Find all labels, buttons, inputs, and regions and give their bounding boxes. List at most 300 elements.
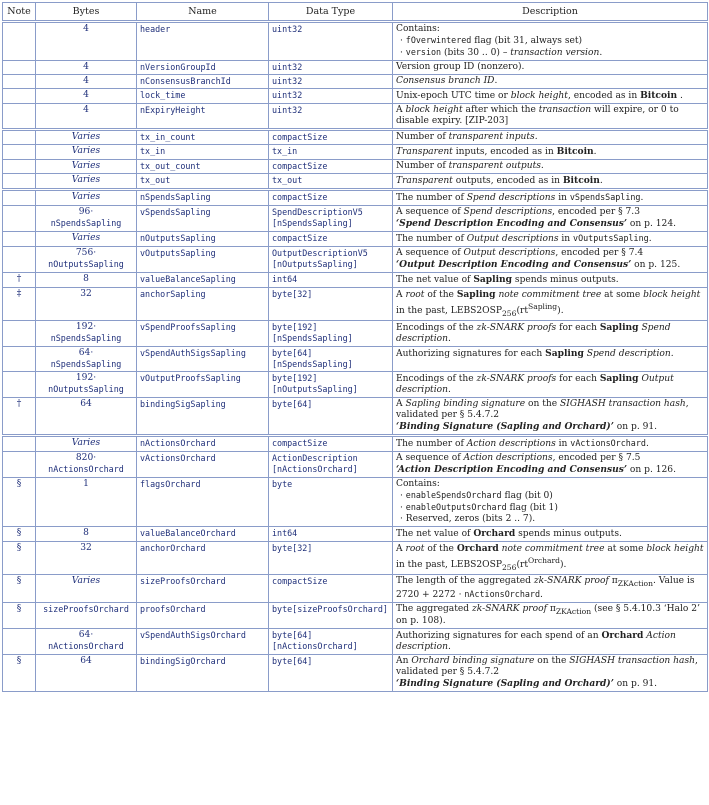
bold-text: Orchard (601, 630, 644, 642)
text: , encoded per § 7.3 (552, 207, 640, 217)
desc-cell (393, 23, 708, 61)
name-cell: bindingSigSapling (137, 397, 269, 434)
bytes-cell: 8 (36, 526, 137, 541)
table-row (3, 160, 708, 174)
bytes-mult: 820· (75, 452, 97, 463)
desc-cell (393, 541, 708, 574)
text: . (540, 161, 544, 171)
italic-text: block height (643, 290, 701, 300)
type-line: ActionDescription (272, 452, 358, 463)
italic-text: Output description (396, 373, 674, 395)
type-cell (269, 206, 393, 232)
bytes-count: nSpendsSapling (50, 332, 122, 343)
name-cell: nSpendsSapling (137, 191, 269, 206)
text: . (494, 76, 498, 86)
text: spends minus outputs. (512, 275, 619, 285)
bytes-cell: 1 (36, 477, 137, 526)
bold-text: Bitcoin (556, 146, 594, 157)
table-row (3, 320, 708, 346)
text: A (396, 398, 406, 409)
type-cell (269, 629, 393, 655)
desc-cell (393, 247, 708, 273)
text: The length of the aggregated (396, 575, 534, 586)
text: . (677, 91, 683, 101)
type-cell: byte[64] (269, 397, 393, 434)
note-cell: § (3, 574, 36, 602)
type-cell: uint32 (269, 75, 393, 89)
type-cell (269, 320, 393, 346)
section-ref: )’ (606, 678, 614, 690)
bytes-cell (36, 346, 137, 371)
bytes-cell: Varies (36, 232, 137, 247)
name-cell: tx_out (137, 174, 269, 189)
name-cell: flagsOrchard (137, 477, 269, 526)
note-cell: § (3, 477, 36, 526)
desc-cell (393, 346, 708, 371)
bytes-cell: Varies (36, 436, 137, 451)
text: . Value is 2720 + 2272 · (396, 575, 695, 600)
italic-text: note commitment tree (498, 290, 602, 300)
italic-text: Transparent (396, 176, 453, 186)
text: on the (534, 656, 570, 667)
desc-cell (393, 288, 708, 321)
text: A (396, 543, 406, 554)
note-cell (3, 451, 36, 477)
text: in (555, 438, 571, 449)
text: Authorizing signatures for each (396, 348, 546, 359)
table-row (3, 574, 708, 602)
text: on p. 125. (631, 260, 681, 270)
desc-cell (393, 131, 708, 145)
italic-text: SIGHASH transaction hash (569, 656, 695, 667)
bullet-mark: · (400, 490, 406, 501)
bytes-count: nActionsOrchard (48, 641, 124, 652)
bytes-cell: 4 (36, 89, 137, 104)
name-cell: nVersionGroupId (137, 61, 269, 75)
text: The net value of (396, 275, 474, 285)
name-cell: bindingSigOrchard (137, 655, 269, 692)
desc-cell (393, 160, 708, 174)
bold-text: Sapling (545, 347, 584, 359)
name-cell: valueBalanceSapling (137, 273, 269, 288)
code-text: vSpendsSapling (569, 192, 641, 202)
type-cell: uint32 (269, 104, 393, 129)
bold-text: Bitcoin (640, 90, 678, 101)
bytes-count: nSpendsSapling (50, 358, 122, 369)
text: The number of (396, 193, 467, 203)
note-cell (3, 160, 36, 174)
italic-text: Consensus branch ID (396, 76, 495, 86)
type-line: [nOutputsSapling] (272, 259, 358, 269)
text: ). (559, 559, 567, 570)
italic-text: zk-SNARK proof (533, 575, 609, 586)
desc-bullet (396, 502, 704, 514)
text: Encodings of the (396, 373, 477, 384)
bytes-cell: sizeProofsOrchard (36, 602, 137, 629)
section-ref: Orchard (564, 678, 607, 690)
desc-cell (393, 436, 708, 451)
text: (see § 5.4.10.3 ‘Halo 2’ on p. 108). (396, 603, 700, 627)
text: , encoded as in (567, 91, 641, 101)
bullet-mark: · (400, 48, 406, 58)
type-line: [nActionsOrchard] (272, 641, 358, 652)
section-ref: ‘Action Description Encoding and Consensus’ (396, 463, 628, 475)
text: on p. 124. (627, 219, 676, 229)
desc-cell (393, 397, 708, 434)
text: . (645, 438, 649, 449)
desc-cell (393, 191, 708, 206)
table-row (3, 477, 708, 526)
italic-text: block height (646, 543, 704, 554)
text: after which the (462, 105, 539, 115)
table-row (3, 655, 708, 692)
subscript: 256 (501, 308, 517, 318)
table-row (3, 629, 708, 655)
name-cell: anchorOrchard (137, 541, 269, 574)
text: , encoded per § 7.5 (552, 452, 641, 463)
text: A sequence of (396, 452, 464, 463)
desc-cell (393, 174, 708, 189)
bytes-cell: 8 (36, 273, 137, 288)
table-row (3, 602, 708, 629)
text: . (534, 132, 538, 142)
type-cell: compactSize (269, 131, 393, 145)
name-cell: vActionsOrchard (137, 451, 269, 477)
italic-text: Sapling binding signature (405, 398, 526, 409)
bytes-cell: Varies (36, 574, 137, 602)
note-cell (3, 174, 36, 189)
note-cell (3, 89, 36, 104)
bytes-mult: 96· (78, 207, 94, 217)
bytes-cell: 64 (36, 397, 137, 434)
italic-text: Orchard binding signature (411, 656, 535, 667)
type-line: OutputDescriptionV5 (272, 248, 368, 258)
text: , validated per § 5.4.7.2 (396, 656, 698, 678)
text: on p. 91. (613, 421, 658, 432)
bytes-cell (36, 206, 137, 232)
type-cell: compactSize (269, 232, 393, 247)
subscript: ZKAction (617, 578, 653, 588)
type-line: [nSpendsSapling] (272, 218, 353, 228)
col-data-type: Data Type (269, 3, 393, 21)
italic-text: block height (405, 105, 463, 115)
text: at some (601, 290, 644, 300)
table-row (3, 346, 708, 371)
text: A sequence of (396, 248, 464, 258)
bytes-mult: 192· (75, 372, 97, 383)
type-cell (269, 346, 393, 371)
bytes-count: nActionsOrchard (48, 463, 124, 474)
desc-line: Contains: (396, 24, 440, 34)
superscript: Sapling (528, 302, 558, 311)
type-cell: compactSize (269, 160, 393, 174)
note-cell (3, 346, 36, 371)
section-ref: ‘Binding Signature ( (396, 420, 501, 432)
table-row (3, 273, 708, 288)
desc-cell (393, 629, 708, 655)
type-line: byte[64] (272, 630, 313, 641)
text: flag (bit 31, always set) (471, 36, 583, 46)
bold-text: Sapling (599, 321, 639, 333)
type-cell: uint32 (269, 23, 393, 61)
text: . (599, 176, 603, 186)
desc-cell (393, 104, 708, 129)
text: . (670, 348, 674, 359)
bytes-cell: Varies (36, 145, 137, 160)
subscript: ZKAction (555, 606, 592, 616)
name-cell: nExpiryHeight (137, 104, 269, 129)
desc-bullet (396, 47, 704, 59)
note-cell (3, 145, 36, 160)
name-cell: vSpendAuthSigsOrchard (137, 629, 269, 655)
table-row (3, 145, 708, 160)
italic-text: SIGHASH transaction hash (560, 398, 686, 409)
bytes-cell (36, 320, 137, 346)
name-cell: vOutputProofsSapling (137, 371, 269, 397)
bytes-cell: Varies (36, 160, 137, 174)
note-cell: † (3, 397, 36, 434)
note-cell: ‡ (3, 288, 36, 321)
italic-text: Action description (396, 631, 676, 653)
desc-bullet (396, 35, 704, 47)
type-line: SpendDescriptionV5 (272, 207, 363, 217)
code-text: fOverwintered (405, 35, 472, 45)
text: on the (525, 398, 561, 409)
text: . (447, 333, 451, 344)
name-cell: proofsOrchard (137, 602, 269, 629)
bytes-cell: 64 (36, 655, 137, 692)
table-row (3, 247, 708, 273)
col-bytes: Bytes (36, 3, 137, 21)
note-cell (3, 23, 36, 61)
table-row (3, 191, 708, 206)
bytes-cell: Varies (36, 191, 137, 206)
desc-cell (393, 574, 708, 602)
note-cell: † (3, 273, 36, 288)
note-cell (3, 371, 36, 397)
bullet-mark: · (400, 36, 406, 46)
desc-cell (393, 320, 708, 346)
bytes-cell: 32 (36, 541, 137, 574)
name-cell: vSpendProofsSapling (137, 320, 269, 346)
italic-text: zk-SNARK proof (471, 603, 547, 614)
italic-text: Spend descriptions (463, 207, 553, 217)
bytes-mult: 192· (75, 321, 97, 332)
name-cell: sizeProofsOrchard (137, 574, 269, 602)
note-cell (3, 131, 36, 145)
text: for each (556, 322, 600, 333)
text: Number of (396, 161, 449, 171)
type-line: [nSpendsSapling] (272, 358, 353, 369)
note-cell (3, 75, 36, 89)
bold-text: Sapling (456, 289, 496, 300)
text: (rt (516, 306, 528, 317)
bold-text: Sapling (599, 372, 639, 384)
bold-text: Orchard (473, 527, 516, 539)
italic-text: root (405, 290, 425, 300)
code-text: vActionsOrchard (570, 437, 646, 448)
text: π (546, 603, 556, 614)
text: . (593, 147, 597, 157)
transaction-format-table (2, 2, 708, 692)
desc-bullet (396, 490, 704, 502)
italic-text: transparent inputs (448, 132, 535, 142)
bytes-cell: 4 (36, 104, 137, 129)
type-cell: tx_out (269, 174, 393, 189)
type-cell: byte[32] (269, 288, 393, 321)
bold-text: Orchard (456, 542, 499, 554)
type-cell: uint32 (269, 89, 393, 104)
text: , encoded per § 7.4 (555, 248, 644, 258)
text: . (540, 589, 543, 600)
section-ref: Sapling (500, 420, 540, 432)
code-text: enableSpendsOrchard (405, 489, 502, 500)
text: on p. 91. (613, 679, 658, 690)
superscript: Orchard (528, 555, 560, 565)
text: Encodings of the (396, 322, 477, 333)
name-cell: lock_time (137, 89, 269, 104)
table-row (3, 75, 708, 89)
desc-cell (393, 75, 708, 89)
italic-text: Spend description (396, 322, 671, 344)
desc-cell: Version group ID (nonzero). (393, 61, 708, 75)
section-ref: Orchard (564, 420, 607, 432)
name-cell: tx_in_count (137, 131, 269, 145)
text: A sequence of (396, 207, 464, 217)
note-cell (3, 436, 36, 451)
text: ). (557, 306, 564, 317)
desc-bullet: · Reserved, zeros (bits 2 .. 7). (400, 513, 536, 524)
name-cell: vOutputsSapling (137, 247, 269, 273)
table-row (3, 288, 708, 321)
text: The number of (396, 234, 467, 244)
desc-cell (393, 477, 708, 526)
note-cell: § (3, 602, 36, 629)
subscript: 256 (501, 562, 517, 572)
desc-cell (393, 89, 708, 104)
type-cell (269, 451, 393, 477)
code-text: nActionsOrchard (464, 588, 540, 599)
col-description: Description (393, 3, 708, 21)
text: on p. 126. (627, 464, 676, 475)
table-row (3, 397, 708, 434)
bytes-count: nOutputsSapling (48, 259, 124, 269)
table-row (3, 131, 708, 145)
text: (rt (516, 559, 528, 570)
name-cell: nConsensusBranchId (137, 75, 269, 89)
name-cell: vSpendAuthSigsSapling (137, 346, 269, 371)
bytes-cell (36, 371, 137, 397)
text: . (447, 384, 451, 395)
bytes-mult: 64· (78, 630, 94, 641)
text: The net value of (396, 528, 474, 539)
name-cell: tx_in (137, 145, 269, 160)
note-cell (3, 247, 36, 273)
section-ref: )’ (606, 420, 614, 432)
bytes-count: nSpendsSapling (50, 218, 122, 228)
note-cell: § (3, 526, 36, 541)
bytes-mult: 756· (75, 248, 97, 258)
text: in (555, 193, 570, 203)
italic-text: Transparent (396, 147, 453, 157)
bytes-cell (36, 451, 137, 477)
note-cell (3, 206, 36, 232)
text: of the (424, 290, 457, 300)
code-text: enableOutputsOrchard (405, 501, 507, 512)
bytes-cell (36, 247, 137, 273)
type-cell: byte[32] (269, 541, 393, 574)
italic-text: note commitment tree (501, 543, 605, 554)
table-row (3, 23, 708, 61)
desc-cell (393, 451, 708, 477)
text: inputs, encoded as in (452, 147, 557, 157)
code-text: version (405, 47, 442, 57)
note-cell (3, 61, 36, 75)
text: Authorizing signatures for each spend of an (396, 631, 602, 642)
name-cell: tx_out_count (137, 160, 269, 174)
text: A (396, 290, 406, 300)
italic-text: Spend description (586, 348, 671, 359)
col-name: Name (137, 3, 269, 21)
bytes-count: nOutputsSapling (48, 383, 124, 394)
type-cell (269, 371, 393, 397)
bytes-cell: 4 (36, 75, 137, 89)
text: A (396, 105, 406, 115)
text: in (558, 234, 574, 244)
name-cell: nActionsOrchard (137, 436, 269, 451)
desc-cell (393, 526, 708, 541)
note-cell (3, 629, 36, 655)
name-cell: nOutputsSapling (137, 232, 269, 247)
desc-cell (393, 206, 708, 232)
text: Number of (396, 132, 449, 142)
italic-text: transaction version (510, 48, 600, 58)
bytes-cell: 32 (36, 288, 137, 321)
table-row (3, 541, 708, 574)
table-row (3, 436, 708, 451)
bytes-cell (36, 629, 137, 655)
section-ref: ‘Spend Description Encoding and Consensus’ (396, 218, 628, 229)
col-note: Note (3, 3, 36, 21)
italic-text: root (405, 543, 425, 554)
text: spends minus outputs. (515, 528, 622, 539)
bytes-cell: 4 (36, 61, 137, 75)
text: at some (604, 543, 647, 554)
bold-text: Sapling (473, 274, 513, 285)
note-cell (3, 320, 36, 346)
note-cell (3, 191, 36, 206)
type-cell: int64 (269, 273, 393, 288)
text: . (599, 48, 603, 58)
type-cell: byte[64] (269, 655, 393, 692)
type-cell: compactSize (269, 436, 393, 451)
text: will expire, or 0 to disable expiry. [ZIP-203] (396, 105, 679, 126)
table-row (3, 174, 708, 189)
name-cell: valueBalanceOrchard (137, 526, 269, 541)
text: The number of (396, 438, 467, 449)
type-cell: compactSize (269, 191, 393, 206)
name-cell: anchorSapling (137, 288, 269, 321)
note-cell: § (3, 541, 36, 574)
text: . (648, 234, 652, 244)
desc-cell (393, 232, 708, 247)
desc-cell (393, 602, 708, 629)
text: , validated per § 5.4.7.2 (396, 398, 689, 420)
text: Unix-epoch UTC time or (396, 91, 511, 101)
desc-cell (393, 145, 708, 160)
italic-text: Output descriptions (466, 234, 559, 244)
text: of the (424, 543, 457, 554)
